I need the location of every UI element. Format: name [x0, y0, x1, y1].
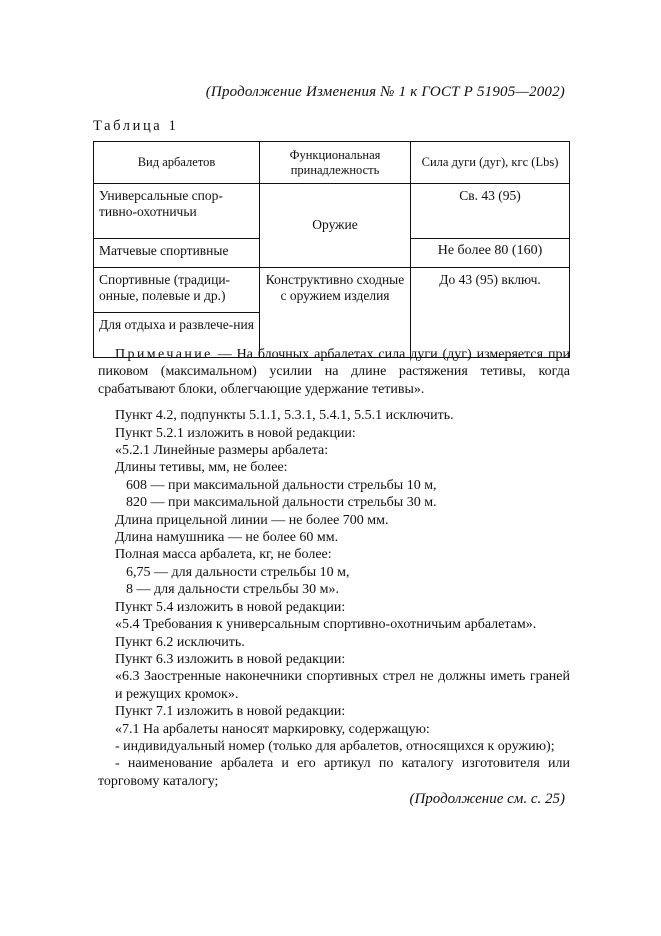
row-traditional: Спортивные (традици-онные, полевые и др.) [94, 268, 260, 313]
paragraph: «6.3 Заостренные наконечники спортивных стрел не должны иметь граней и режущих кромок». [115, 669, 570, 702]
page-footer: (Продолжение см. с. 25) [409, 791, 565, 807]
paragraph: Полная масса арбалета, кг, не более: [115, 547, 332, 563]
row-match: Матчевые спортивные [94, 239, 260, 268]
table-row [94, 184, 570, 239]
row-leisure: Для отдыха и развлече-ния [94, 313, 260, 358]
header-type: Вид арбалетов [94, 142, 260, 184]
paragraph: 6,75 — для дальности стрельбы 10 м, [126, 564, 350, 580]
paragraph: «7.1 На арбалеты наносят маркировку, содержащую: [115, 721, 430, 737]
table-row [94, 268, 570, 313]
function-similar: Конструктивно сходные с оружием изделия [260, 268, 411, 358]
table-caption: Таблица 1 [93, 118, 179, 134]
paragraph: Пункт 6.3 изложить в новой редакции: [115, 651, 346, 667]
paragraph: «5.4 Требования к универсальным спортивно-охотничьим арбалетам». [115, 617, 537, 633]
page-header: (Продолжение Изменения № 1 к ГОСТ Р 51905—2002) [205, 84, 565, 100]
paragraph: Пункт 4.2, подпункты 5.1.1, 5.3.1, 5.4.1, 5.5.1 исключить. [115, 408, 454, 424]
crossbow-table [93, 141, 570, 358]
force-over: Св. 43 (95) [411, 184, 570, 239]
document-body [98, 346, 570, 790]
row-universal: Универсальные спор-тивно-охотничьи [94, 184, 260, 239]
paragraph: Пункт 6.2 исключить. [115, 634, 245, 650]
header-function: Функциональная принадлежность [260, 142, 411, 184]
paragraph: 608 — при максимальной дальности стрельбы 10 м, [126, 477, 437, 493]
note-text: — На блочных арбалетах сила дуги (дуг) измеряется при пиковом (максимальном) усилии на длине растяжения тетивы, когда срабатывают блоки, облегчающие удержание тетивы». [98, 347, 570, 397]
paragraph: - индивидуальный номер (только для арбалетов, относящихся к оружию); [115, 738, 555, 754]
paragraph: Длина намушника — не более 60 мм. [115, 530, 339, 546]
paragraph: Пункт 5.2.1 изложить в новой редакции: [115, 425, 356, 441]
table-note [98, 346, 570, 398]
paragraph: Пункт 5.4 изложить в новой редакции: [115, 599, 346, 615]
force-max: Не более 80 (160) [411, 239, 570, 268]
paragraph: 8 — для дальности стрельбы 30 м». [126, 582, 340, 598]
paragraph: Пункт 7.1 изложить в новой редакции: [115, 704, 346, 720]
paragraph: 820 — при максимальной дальности стрельбы 30 м. [126, 495, 437, 511]
header-force: Сила дуги (дуг), кгс (Lbs) [411, 142, 570, 184]
paragraph: Длина прицельной линии — не более 700 мм. [115, 512, 389, 528]
paragraph: - наименование арбалета и его артикул по каталогу изготовителя или торговому каталогу; [98, 756, 570, 789]
table-header-row [94, 142, 570, 184]
paragraph: Длины тетивы, мм, не более: [115, 460, 288, 476]
paragraph: «5.2.1 Линейные размеры арбалета: [115, 443, 329, 459]
function-weapon: Оружие [260, 184, 411, 268]
note-label: Примечание [115, 347, 213, 362]
force-upto: До 43 (95) включ. [411, 268, 570, 313]
